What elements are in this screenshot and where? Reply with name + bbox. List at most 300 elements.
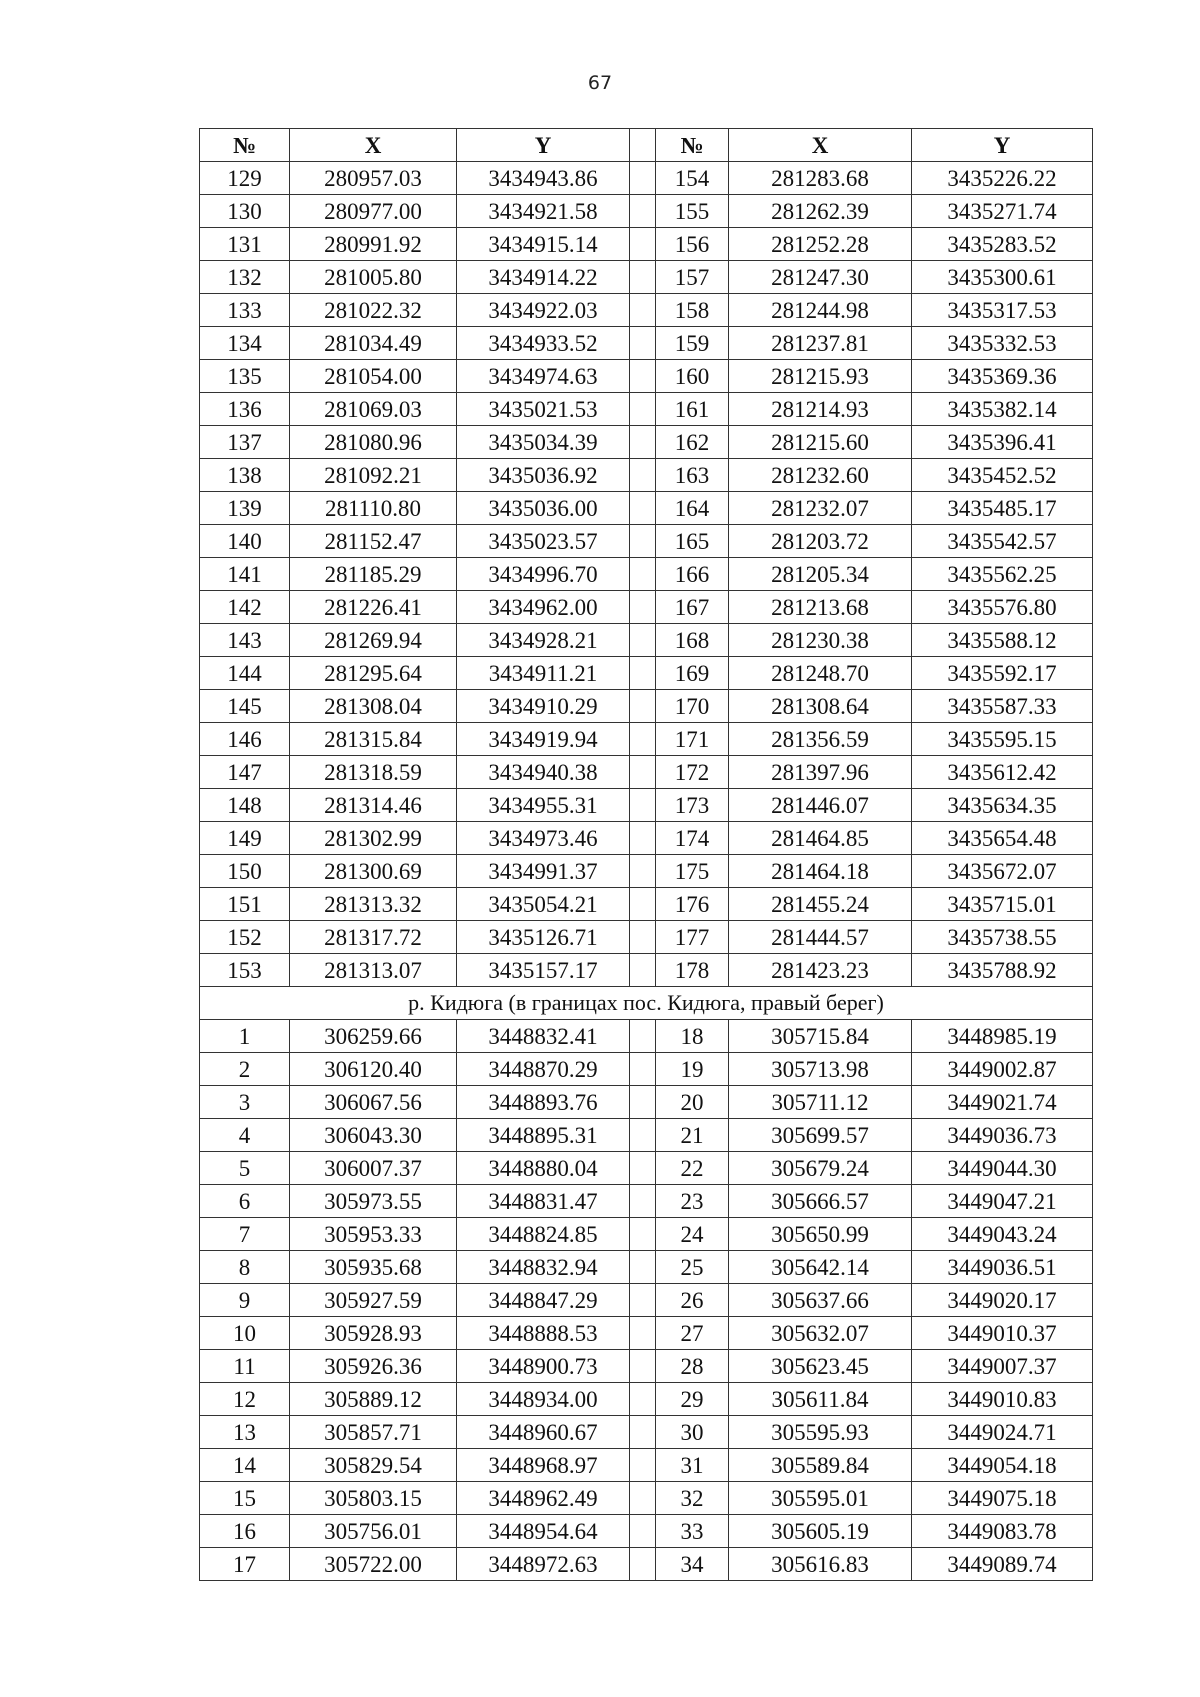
cell-y-left: 3434973.46: [457, 822, 630, 855]
cell-num-right: 22: [656, 1152, 729, 1185]
cell-x-right: 305711.12: [729, 1086, 912, 1119]
cell-x-right: 305666.57: [729, 1185, 912, 1218]
cell-y-left: 3434922.03: [457, 294, 630, 327]
cell-num-left: 153: [200, 954, 290, 987]
cell-y-left: 3434910.29: [457, 690, 630, 723]
cell-y-right: 3449047.21: [912, 1185, 1093, 1218]
cell-x-right: 281215.93: [729, 360, 912, 393]
cell-num-right: 29: [656, 1383, 729, 1416]
table-row: [200, 888, 1093, 921]
cell-y-right: 3435396.41: [912, 426, 1093, 459]
cell-num-right: 170: [656, 690, 729, 723]
cell-x-left: 281080.96: [290, 426, 457, 459]
table-row: [200, 1350, 1093, 1383]
table-row: [200, 294, 1093, 327]
cell-x-left: 281069.03: [290, 393, 457, 426]
table-row: [200, 360, 1093, 393]
cell-y-right: 3449010.83: [912, 1383, 1093, 1416]
header-spacer: [630, 129, 656, 162]
cell-y-left: 3448962.49: [457, 1482, 630, 1515]
cell-spacer: [630, 789, 656, 822]
cell-y-left: 3434940.38: [457, 756, 630, 789]
cell-x-left: 305926.36: [290, 1350, 457, 1383]
header-x-left: X: [290, 129, 457, 162]
cell-y-right: 3449089.74: [912, 1548, 1093, 1581]
cell-spacer: [630, 1020, 656, 1053]
cell-y-right: 3435612.42: [912, 756, 1093, 789]
cell-num-right: 31: [656, 1449, 729, 1482]
table-row: [200, 426, 1093, 459]
cell-x-right: 305637.66: [729, 1284, 912, 1317]
cell-spacer: [630, 1086, 656, 1119]
cell-spacer: [630, 492, 656, 525]
cell-num-left: 13: [200, 1416, 290, 1449]
cell-x-left: 281313.07: [290, 954, 457, 987]
cell-x-right: 281356.59: [729, 723, 912, 756]
cell-y-right: 3435715.01: [912, 888, 1093, 921]
cell-y-right: 3449083.78: [912, 1515, 1093, 1548]
cell-num-right: 34: [656, 1548, 729, 1581]
cell-x-left: 281005.80: [290, 261, 457, 294]
cell-num-right: 176: [656, 888, 729, 921]
table-row: [200, 327, 1093, 360]
cell-y-right: 3449002.87: [912, 1053, 1093, 1086]
cell-x-left: 281152.47: [290, 525, 457, 558]
cell-x-right: 281308.64: [729, 690, 912, 723]
table-row: [200, 1416, 1093, 1449]
cell-x-left: 281092.21: [290, 459, 457, 492]
cell-y-left: 3434911.21: [457, 657, 630, 690]
cell-y-right: 3435271.74: [912, 195, 1093, 228]
table-row: [200, 789, 1093, 822]
cell-x-left: 281313.32: [290, 888, 457, 921]
cell-x-right: 305611.84: [729, 1383, 912, 1416]
cell-x-right: 281464.18: [729, 855, 912, 888]
cell-x-right: 281244.98: [729, 294, 912, 327]
cell-num-left: 142: [200, 591, 290, 624]
cell-num-left: 141: [200, 558, 290, 591]
cell-spacer: [630, 756, 656, 789]
cell-y-left: 3434933.52: [457, 327, 630, 360]
table-row: [200, 921, 1093, 954]
table-row: [200, 261, 1093, 294]
cell-x-left: 280957.03: [290, 162, 457, 195]
cell-y-right: 3435654.48: [912, 822, 1093, 855]
cell-num-left: 148: [200, 789, 290, 822]
cell-x-right: 305699.57: [729, 1119, 912, 1152]
cell-num-left: 14: [200, 1449, 290, 1482]
cell-y-left: 3448832.41: [457, 1020, 630, 1053]
cell-y-right: 3435595.15: [912, 723, 1093, 756]
cell-x-right: 281262.39: [729, 195, 912, 228]
cell-y-right: 3435332.53: [912, 327, 1093, 360]
cell-y-right: 3435672.07: [912, 855, 1093, 888]
cell-spacer: [630, 294, 656, 327]
cell-num-left: 139: [200, 492, 290, 525]
cell-num-right: 155: [656, 195, 729, 228]
cell-x-left: 281314.46: [290, 789, 457, 822]
cell-num-left: 16: [200, 1515, 290, 1548]
cell-y-left: 3448847.29: [457, 1284, 630, 1317]
table-row: [200, 228, 1093, 261]
cell-y-left: 3435054.21: [457, 888, 630, 921]
cell-x-left: 281308.04: [290, 690, 457, 723]
cell-num-right: 178: [656, 954, 729, 987]
cell-num-right: 173: [656, 789, 729, 822]
cell-num-left: 3: [200, 1086, 290, 1119]
cell-x-left: 280991.92: [290, 228, 457, 261]
cell-spacer: [630, 558, 656, 591]
cell-num-right: 167: [656, 591, 729, 624]
cell-num-left: 146: [200, 723, 290, 756]
cell-num-right: 164: [656, 492, 729, 525]
cell-y-left: 3435126.71: [457, 921, 630, 954]
cell-x-left: 281300.69: [290, 855, 457, 888]
cell-x-right: 281230.38: [729, 624, 912, 657]
table-row: [200, 1449, 1093, 1482]
table-row: [200, 1152, 1093, 1185]
cell-x-left: 281302.99: [290, 822, 457, 855]
cell-num-right: 157: [656, 261, 729, 294]
cell-num-right: 168: [656, 624, 729, 657]
cell-num-right: 158: [656, 294, 729, 327]
cell-y-right: 3449010.37: [912, 1317, 1093, 1350]
cell-x-right: 281215.60: [729, 426, 912, 459]
cell-x-left: 281185.29: [290, 558, 457, 591]
cell-num-left: 136: [200, 393, 290, 426]
table-row: [200, 492, 1093, 525]
header-row: [200, 129, 1093, 162]
cell-num-right: 165: [656, 525, 729, 558]
cell-num-left: 11: [200, 1350, 290, 1383]
cell-spacer: [630, 1350, 656, 1383]
cell-y-left: 3434943.86: [457, 162, 630, 195]
table-row: [200, 1185, 1093, 1218]
cell-num-left: 145: [200, 690, 290, 723]
cell-spacer: [630, 1218, 656, 1251]
cell-num-right: 20: [656, 1086, 729, 1119]
cell-num-left: 143: [200, 624, 290, 657]
cell-y-right: 3449007.37: [912, 1350, 1093, 1383]
cell-y-left: 3448893.76: [457, 1086, 630, 1119]
table-row: [200, 1317, 1093, 1350]
cell-y-right: 3435226.22: [912, 162, 1093, 195]
cell-x-left: 306067.56: [290, 1086, 457, 1119]
cell-num-left: 140: [200, 525, 290, 558]
cell-x-right: 281397.96: [729, 756, 912, 789]
cell-num-right: 160: [656, 360, 729, 393]
table-row: [200, 1086, 1093, 1119]
cell-spacer: [630, 591, 656, 624]
cell-x-left: 281226.41: [290, 591, 457, 624]
section-title: р. Кидюга (в границах пос. Кидюга, правый берег): [200, 987, 1093, 1020]
cell-y-right: 3449036.51: [912, 1251, 1093, 1284]
cell-spacer: [630, 360, 656, 393]
cell-y-left: 3434955.31: [457, 789, 630, 822]
cell-x-left: 306259.66: [290, 1020, 457, 1053]
cell-spacer: [630, 1515, 656, 1548]
cell-y-left: 3448831.47: [457, 1185, 630, 1218]
cell-num-left: 17: [200, 1548, 290, 1581]
cell-x-right: 281232.07: [729, 492, 912, 525]
cell-x-left: 305953.33: [290, 1218, 457, 1251]
cell-y-right: 3435576.80: [912, 591, 1093, 624]
cell-spacer: [630, 1152, 656, 1185]
cell-num-right: 177: [656, 921, 729, 954]
cell-x-left: 306007.37: [290, 1152, 457, 1185]
cell-y-left: 3448954.64: [457, 1515, 630, 1548]
cell-spacer: [630, 954, 656, 987]
cell-num-left: 12: [200, 1383, 290, 1416]
cell-y-left: 3448934.00: [457, 1383, 630, 1416]
cell-x-right: 281464.85: [729, 822, 912, 855]
cell-num-right: 161: [656, 393, 729, 426]
cell-y-left: 3448888.53: [457, 1317, 630, 1350]
cell-num-left: 5: [200, 1152, 290, 1185]
cell-num-left: 1: [200, 1020, 290, 1053]
cell-x-right: 305632.07: [729, 1317, 912, 1350]
cell-spacer: [630, 525, 656, 558]
cell-num-right: 171: [656, 723, 729, 756]
cell-num-left: 149: [200, 822, 290, 855]
cell-y-left: 3434915.14: [457, 228, 630, 261]
cell-num-right: 18: [656, 1020, 729, 1053]
cell-x-left: 305722.00: [290, 1548, 457, 1581]
cell-y-right: 3435382.14: [912, 393, 1093, 426]
cell-num-left: 151: [200, 888, 290, 921]
cell-y-right: 3435300.61: [912, 261, 1093, 294]
table-row: [200, 195, 1093, 228]
cell-y-left: 3448832.94: [457, 1251, 630, 1284]
cell-spacer: [630, 822, 656, 855]
cell-spacer: [630, 1317, 656, 1350]
cell-num-left: 6: [200, 1185, 290, 1218]
cell-x-right: 305605.19: [729, 1515, 912, 1548]
table-row: [200, 822, 1093, 855]
cell-num-left: 8: [200, 1251, 290, 1284]
cell-x-left: 280977.00: [290, 195, 457, 228]
cell-x-right: 305679.24: [729, 1152, 912, 1185]
cell-y-left: 3434921.58: [457, 195, 630, 228]
cell-num-left: 152: [200, 921, 290, 954]
cell-num-left: 4: [200, 1119, 290, 1152]
cell-spacer: [630, 921, 656, 954]
table-row: [200, 1482, 1093, 1515]
cell-y-left: 3434919.94: [457, 723, 630, 756]
cell-num-right: 19: [656, 1053, 729, 1086]
cell-x-left: 306043.30: [290, 1119, 457, 1152]
cell-y-right: 3449024.71: [912, 1416, 1093, 1449]
cell-y-left: 3434974.63: [457, 360, 630, 393]
cell-num-right: 27: [656, 1317, 729, 1350]
cell-num-right: 25: [656, 1251, 729, 1284]
cell-x-left: 281034.49: [290, 327, 457, 360]
table-row: [200, 1548, 1093, 1581]
cell-y-left: 3434914.22: [457, 261, 630, 294]
table-row: [200, 1020, 1093, 1053]
cell-x-right: 305713.98: [729, 1053, 912, 1086]
table-row: [200, 1515, 1093, 1548]
cell-y-right: 3435485.17: [912, 492, 1093, 525]
cell-num-left: 132: [200, 261, 290, 294]
cell-x-left: 281317.72: [290, 921, 457, 954]
cell-spacer: [630, 888, 656, 921]
cell-num-right: 32: [656, 1482, 729, 1515]
table-row: [200, 459, 1093, 492]
cell-spacer: [630, 1548, 656, 1581]
header-y-right: Y: [912, 129, 1093, 162]
cell-y-left: 3435023.57: [457, 525, 630, 558]
cell-y-right: 3435634.35: [912, 789, 1093, 822]
cell-x-right: 281283.68: [729, 162, 912, 195]
cell-num-right: 30: [656, 1416, 729, 1449]
cell-spacer: [630, 162, 656, 195]
cell-x-right: 305616.83: [729, 1548, 912, 1581]
cell-num-left: 150: [200, 855, 290, 888]
cell-x-left: 306120.40: [290, 1053, 457, 1086]
cell-x-right: 281203.72: [729, 525, 912, 558]
cell-y-right: 3435588.12: [912, 624, 1093, 657]
cell-num-left: 137: [200, 426, 290, 459]
cell-y-right: 3435738.55: [912, 921, 1093, 954]
cell-num-left: 144: [200, 657, 290, 690]
cell-x-left: 305927.59: [290, 1284, 457, 1317]
cell-num-right: 166: [656, 558, 729, 591]
cell-y-left: 3448880.04: [457, 1152, 630, 1185]
cell-num-right: 156: [656, 228, 729, 261]
table-row: [200, 162, 1093, 195]
cell-x-right: 305595.93: [729, 1416, 912, 1449]
header-y-left: Y: [457, 129, 630, 162]
cell-num-left: 138: [200, 459, 290, 492]
cell-spacer: [630, 690, 656, 723]
cell-spacer: [630, 1416, 656, 1449]
cell-num-right: 154: [656, 162, 729, 195]
cell-num-left: 133: [200, 294, 290, 327]
header-num-left: №: [200, 129, 290, 162]
cell-x-right: 281232.60: [729, 459, 912, 492]
cell-y-left: 3434991.37: [457, 855, 630, 888]
cell-num-right: 23: [656, 1185, 729, 1218]
cell-num-right: 33: [656, 1515, 729, 1548]
cell-x-left: 305889.12: [290, 1383, 457, 1416]
cell-spacer: [630, 1284, 656, 1317]
cell-num-right: 169: [656, 657, 729, 690]
cell-num-left: 129: [200, 162, 290, 195]
cell-x-right: 305642.14: [729, 1251, 912, 1284]
cell-y-left: 3448972.63: [457, 1548, 630, 1581]
cell-y-left: 3435036.92: [457, 459, 630, 492]
cell-y-right: 3448985.19: [912, 1020, 1093, 1053]
table-row: [200, 1383, 1093, 1416]
cell-y-right: 3449021.74: [912, 1086, 1093, 1119]
cell-y-left: 3448824.85: [457, 1218, 630, 1251]
cell-num-left: 7: [200, 1218, 290, 1251]
cell-spacer: [630, 1482, 656, 1515]
cell-y-left: 3434928.21: [457, 624, 630, 657]
cell-x-right: 305715.84: [729, 1020, 912, 1053]
cell-spacer: [630, 1251, 656, 1284]
table-row: [200, 723, 1093, 756]
cell-num-right: 28: [656, 1350, 729, 1383]
table-row: [200, 1218, 1093, 1251]
cell-spacer: [630, 228, 656, 261]
cell-num-left: 9: [200, 1284, 290, 1317]
cell-y-right: 3449075.18: [912, 1482, 1093, 1515]
cell-x-right: 281252.28: [729, 228, 912, 261]
cell-x-right: 281247.30: [729, 261, 912, 294]
cell-spacer: [630, 1383, 656, 1416]
table-row: [200, 525, 1093, 558]
cell-x-left: 305803.15: [290, 1482, 457, 1515]
cell-y-right: 3435542.57: [912, 525, 1093, 558]
cell-y-left: 3448870.29: [457, 1053, 630, 1086]
cell-x-left: 305935.68: [290, 1251, 457, 1284]
cell-y-left: 3434996.70: [457, 558, 630, 591]
cell-x-right: 281444.57: [729, 921, 912, 954]
cell-y-left: 3435036.00: [457, 492, 630, 525]
cell-y-right: 3449036.73: [912, 1119, 1093, 1152]
cell-spacer: [630, 1119, 656, 1152]
cell-spacer: [630, 261, 656, 294]
cell-num-right: 172: [656, 756, 729, 789]
cell-x-right: 281213.68: [729, 591, 912, 624]
cell-num-left: 134: [200, 327, 290, 360]
cell-num-right: 26: [656, 1284, 729, 1317]
header-x-right: X: [729, 129, 912, 162]
cell-spacer: [630, 393, 656, 426]
cell-spacer: [630, 1185, 656, 1218]
table-row: [200, 558, 1093, 591]
cell-num-left: 130: [200, 195, 290, 228]
cell-num-left: 2: [200, 1053, 290, 1086]
cell-num-left: 15: [200, 1482, 290, 1515]
table-row: [200, 657, 1093, 690]
cell-y-right: 3449043.24: [912, 1218, 1093, 1251]
cell-x-left: 281318.59: [290, 756, 457, 789]
cell-num-left: 10: [200, 1317, 290, 1350]
table-row: [200, 954, 1093, 987]
table-row: [200, 1251, 1093, 1284]
table-row: [200, 393, 1093, 426]
cell-y-left: 3435021.53: [457, 393, 630, 426]
cell-spacer: [630, 624, 656, 657]
cell-spacer: [630, 1449, 656, 1482]
cell-num-left: 135: [200, 360, 290, 393]
cell-x-right: 281446.07: [729, 789, 912, 822]
header-num-right: №: [656, 129, 729, 162]
cell-x-left: 281295.64: [290, 657, 457, 690]
table-row: [200, 855, 1093, 888]
cell-y-left: 3435034.39: [457, 426, 630, 459]
cell-x-right: 281205.34: [729, 558, 912, 591]
cell-x-right: 305595.01: [729, 1482, 912, 1515]
cell-spacer: [630, 426, 656, 459]
cell-y-right: 3435317.53: [912, 294, 1093, 327]
cell-y-left: 3448900.73: [457, 1350, 630, 1383]
section-title-row: [200, 987, 1093, 1020]
table-row: [200, 690, 1093, 723]
cell-num-right: 21: [656, 1119, 729, 1152]
cell-x-right: 305650.99: [729, 1218, 912, 1251]
page-number: 67: [587, 72, 613, 94]
table-row: [200, 1284, 1093, 1317]
cell-y-right: 3435592.17: [912, 657, 1093, 690]
cell-y-right: 3435587.33: [912, 690, 1093, 723]
cell-y-left: 3448968.97: [457, 1449, 630, 1482]
coordinates-table: [199, 128, 1093, 1581]
cell-y-right: 3435788.92: [912, 954, 1093, 987]
